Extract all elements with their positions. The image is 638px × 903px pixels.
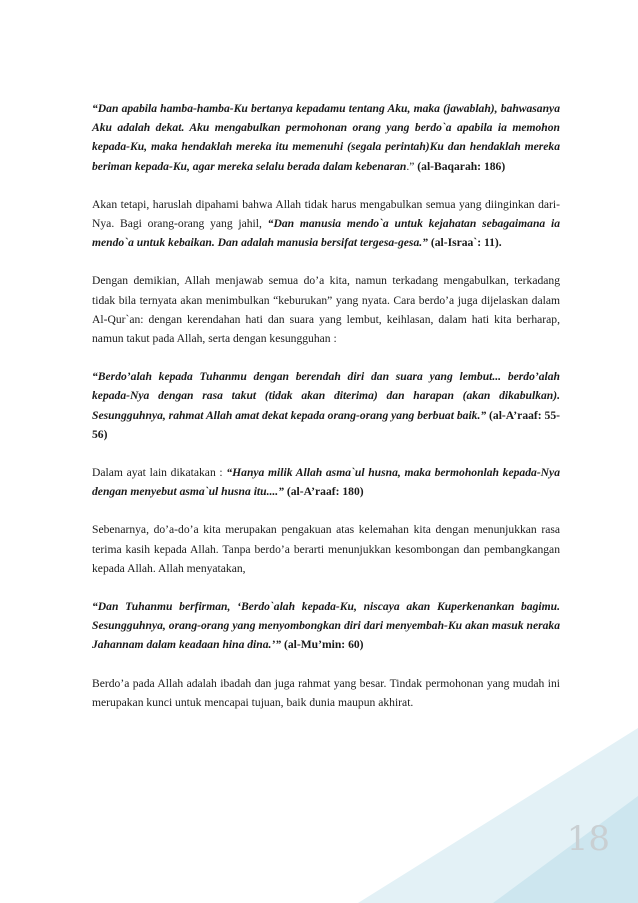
quote-span: “Dan manusia mendo`a untuk kejahatan sebagaimana ia mendo`a untuk kebaikan. Dan adalah manusia bersifat tergesa-gesa.” bbox=[92, 217, 560, 250]
text-span: Dengan demikian, Allah menjawab semua do’a kita, namun terkadang mengabulkan, terkadang tidak bila ternyata akan menimbulkan “keburukan” yang nyata. Cara berdo’a juga dijelaskan dalam Al-Qur`an: dengan kerendahan hati dan suara yang lembut, keihlasan, dalam hati kita berharap, namun takut pada Allah, serta dengan kesungguhan : bbox=[92, 274, 560, 346]
body-text bbox=[92, 99, 560, 731]
citation-span: (al-A’raaf: 180) bbox=[283, 485, 364, 499]
paragraph bbox=[92, 367, 560, 444]
paragraph bbox=[92, 271, 560, 348]
quote-span: “Dan apabila hamba-hamba-Ku bertanya kepadamu tentang Aku, maka (jawablah), bahwasanya Aku adalah dekat. Aku mengabulkan permohonan orang yang berdo`a apabila ia memohon kepada-Ku, maka hendaklah mereka itu memenuhi (segala perintah)Ku dan hendaklah mereka beriman kepada-Ku, agar mereka selalu berada dalam kebenaran bbox=[92, 102, 560, 173]
paragraph bbox=[92, 195, 560, 253]
paragraph bbox=[92, 674, 560, 712]
citation-span: (al-Israa`: 11). bbox=[427, 236, 502, 250]
citation-span: (al-Baqarah: 186) bbox=[417, 159, 506, 173]
quote-span: “Dan Tuhanmu berfirman, ‘Berdo`alah kepada-Ku, niscaya akan Kuperkenankan bagimu. Sesungguhnya, orang-orang yang menyombongkan diri dari menyembah-Ku akan masuk neraka Jahannam dalam keadaan hina dina.’” bbox=[92, 600, 560, 652]
citation-span: (al-A’raaf: 55-56) bbox=[92, 408, 560, 441]
text-span: Sebenarnya, do’a-do’a kita merupakan pengakuan atas kelemahan kita dengan menunjukkan rasa terima kasih kepada Allah. Tanpa berdo’a berarti menunjukkan kesombongan dan pembangkangan kepada Allah. Allah menyatakan, bbox=[92, 523, 560, 575]
page-number: 18 bbox=[566, 819, 610, 859]
quote-span: “Hanya milik Allah asma`ul husna, maka bermohonlah kepada-Nya dengan menyebut asma`ul husna itu....” bbox=[92, 466, 560, 499]
citation-span: (al-Mu’min: 60) bbox=[281, 638, 364, 652]
paragraph bbox=[92, 520, 560, 578]
paragraph bbox=[92, 99, 560, 176]
paragraph bbox=[92, 597, 560, 655]
quote-span: “Berdo’alah kepada Tuhanmu dengan berendah diri dan suara yang lembut... berdo’alah kepada-Nya dengan rasa takut (tidak akan diterima) dan harapan (akan dikabulkan). Sesungguhnya, rahmat Allah amat dekat kepada orang-orang yang berbuat baik.” bbox=[92, 370, 560, 422]
text-span: Dalam ayat lain dikatakan : bbox=[92, 466, 227, 480]
paragraph bbox=[92, 463, 560, 501]
text-span: Akan tetapi, haruslah dipahami bahwa Allah tidak harus mengabulkan semua yang diinginkan dari-Nya. Bagi orang-orang yang jahil, bbox=[92, 197, 560, 231]
text-span: .” bbox=[406, 159, 418, 173]
corner-decoration bbox=[358, 728, 638, 903]
text-span: Berdo’a pada Allah adalah ibadah dan juga rahmat yang besar. Tindak permohonan yang mudah ini merupakan kunci untuk mencapai tujuan, baik dunia maupun akhirat. bbox=[92, 676, 560, 709]
